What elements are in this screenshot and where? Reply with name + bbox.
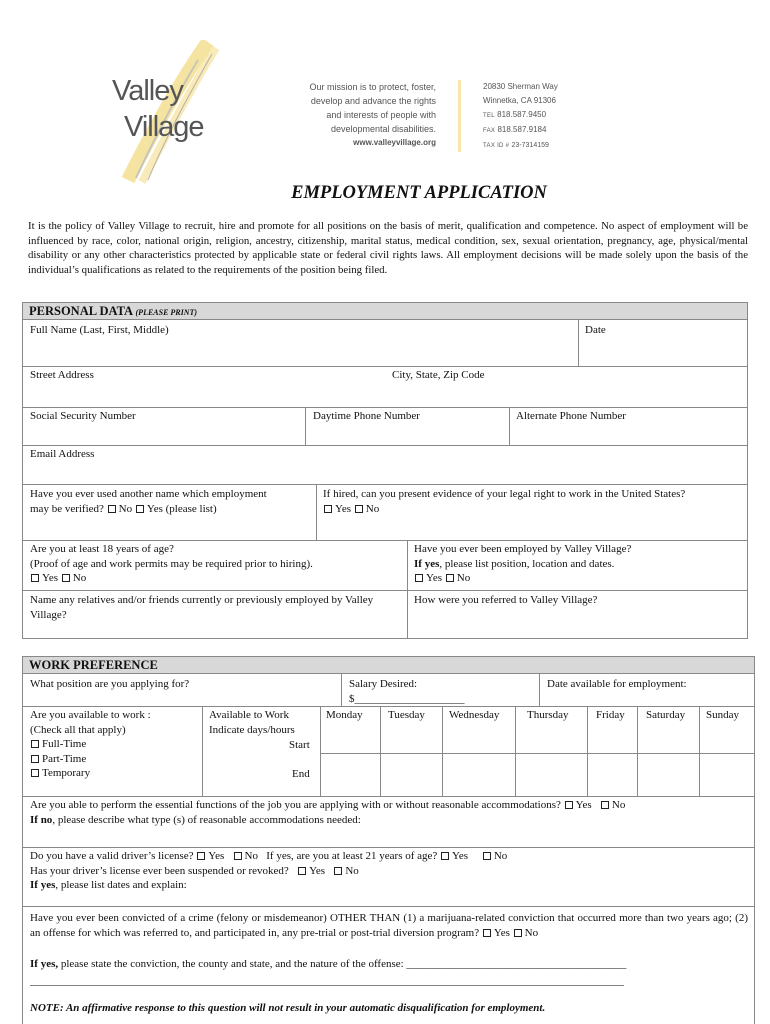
age-line2: (Proof of age and work permits may be required prior to hiring). <box>30 557 313 570</box>
taxid-value: 23-7314159 <box>511 142 549 149</box>
license-line1 <box>30 849 507 864</box>
fax-label: FAX <box>483 128 496 134</box>
legal-right-label: If hired, can you present evidence of your legal right to work in the United States? <box>323 488 686 500</box>
other-name-yes-checkbox[interactable] <box>136 505 144 513</box>
day-friday: Friday <box>596 709 625 721</box>
mission-line: develop and advance the rights <box>310 96 436 106</box>
employed-line1: Have you ever been employed by Valley Village? <box>414 543 632 555</box>
availability-options <box>30 708 151 781</box>
part-time-label: Part-Time <box>42 752 87 765</box>
if-yes-bold: If yes, <box>30 958 59 970</box>
salary-line: $____________________ <box>349 692 465 705</box>
logo-text-village: Village <box>124 111 204 143</box>
date-field[interactable]: Date <box>585 324 606 336</box>
conviction-detail-rest: please state the conviction, the county and state, and the nature of the offense: ________________________________________ <box>58 958 627 970</box>
taxid-line <box>483 138 603 153</box>
policy-paragraph: It is the policy of Valley Village to recruit, hire and promote for all positions on the basis of merit, qualification and competence. No aspect of employment will be influenced by race, color, national origin, religion, ancestry, citizenship, marital status, medical condition, sex, sexual orientation, pregnancy, age, physical/mental disability or any other characteristics protected by applicable state or federal civil rights laws. All employment decisions will be made solely upon the basis of the individual’s qualifications as related to the requirements of the position being filed. <box>28 220 748 276</box>
no-label: No <box>456 572 471 584</box>
tel-line <box>483 108 603 123</box>
avail-work-line2: Indicate days/hours <box>209 723 295 736</box>
temporary-label: Temporary <box>42 767 91 779</box>
yes-label: Yes <box>493 926 510 939</box>
taxid-label: TAX ID # <box>483 143 510 149</box>
day-thursday: Thursday <box>527 709 569 721</box>
daytime-phone-field[interactable]: Daytime Phone Number <box>313 410 420 422</box>
conviction-detail-line[interactable] <box>30 957 626 972</box>
suspended-label: Has your driver’s license ever been suspended or revoked? <box>30 864 289 877</box>
city-state-zip-field[interactable]: City, State, Zip Code <box>392 369 485 381</box>
available-to-work-label <box>209 708 295 737</box>
employed-line2 <box>414 557 631 572</box>
availability-line2: (Check all that apply) <box>30 723 126 736</box>
salary-field[interactable] <box>349 677 465 706</box>
employed-yes-checkbox[interactable] <box>415 574 423 582</box>
license-label: Do you have a valid driver’s license? <box>30 850 194 862</box>
email-field[interactable]: Email Address <box>30 448 95 460</box>
other-name-line2 <box>30 502 267 517</box>
legal-no-checkbox[interactable] <box>355 505 363 513</box>
employed-no-checkbox[interactable] <box>446 574 454 582</box>
license-age-yes-checkbox[interactable] <box>441 852 449 860</box>
day-saturday: Saturday <box>646 709 686 721</box>
yes-label: Yes <box>452 850 469 862</box>
conviction-question <box>30 911 748 940</box>
part-time-checkbox[interactable] <box>31 755 39 763</box>
tel-label: TEL <box>483 113 495 119</box>
employed-options <box>414 571 631 586</box>
temporary-checkbox[interactable] <box>31 769 39 777</box>
day-monday: Monday <box>326 709 363 721</box>
license-age-no-checkbox[interactable] <box>483 852 491 860</box>
no-label: No <box>72 572 87 584</box>
legal-right-options <box>323 502 685 517</box>
yes-label: Yes <box>42 572 59 584</box>
no-label: No <box>524 926 539 939</box>
license-age-label: If yes, are you at least 21 years of age? <box>266 850 438 862</box>
conviction-no-checkbox[interactable] <box>514 929 522 937</box>
day-sunday: Sunday <box>706 709 739 721</box>
end-label: End <box>292 768 310 780</box>
yes-label: Yes <box>208 850 225 862</box>
yes-label: Yes <box>426 572 443 584</box>
age-question <box>30 542 313 586</box>
essential-yes-checkbox[interactable] <box>565 801 573 809</box>
referred-field[interactable]: How were you referred to Valley Village? <box>414 594 598 606</box>
personal-data-title: PERSONAL DATA <box>29 304 133 318</box>
age-no-checkbox[interactable] <box>62 574 70 582</box>
mission-line: developmental disabilities. <box>330 124 436 134</box>
letterhead-divider <box>458 80 461 152</box>
position-field[interactable]: What position are you applying for? <box>30 678 190 690</box>
website-link[interactable]: www.valleyvillage.org <box>353 138 436 147</box>
work-preference-header: WORK PREFERENCE <box>22 656 755 674</box>
tel-value: 818.587.9450 <box>497 110 547 119</box>
temporary-option <box>30 766 151 781</box>
dates-rest: , please list dates and explain: <box>55 879 187 891</box>
other-name-question <box>30 487 267 516</box>
suspended-line <box>30 864 507 879</box>
if-yes-bold: If yes <box>414 557 440 570</box>
personal-data-table <box>22 319 748 639</box>
essential-label: Are you able to perform the essential functions of the job you are applying with or without reasonable accommodations? <box>30 799 561 811</box>
no-label: No <box>493 850 508 862</box>
street-address-field[interactable]: Street Address <box>30 369 94 381</box>
age-line1: Are you at least 18 years of age? <box>30 543 174 555</box>
other-name-line1: Have you ever used another name which employment <box>30 488 267 500</box>
no-label: No <box>244 850 258 862</box>
legal-yes-checkbox[interactable] <box>324 505 332 513</box>
yes-label: Yes <box>335 502 352 515</box>
full-time-label: Full-Time <box>42 738 87 750</box>
license-question <box>30 849 507 893</box>
no-label: No <box>118 502 133 515</box>
essential-line2 <box>30 813 625 828</box>
dates-line <box>30 878 507 893</box>
mission-line: and interests of people with <box>326 110 436 120</box>
essential-functions-question <box>30 798 625 827</box>
full-time-option <box>30 737 151 752</box>
conviction-label: Have you ever been convicted of a crime (felony or misdemeanor) OTHER THAN (1) a marijuana-related conviction that occurred more than two years ago; (2) an offense for which was referred to, and participated in, any pre-trial or post-trial diversion program? <box>30 912 748 939</box>
no-label: No <box>365 502 380 515</box>
yes-list-label: Yes (please list) <box>146 502 217 515</box>
availability-line1: Are you available to work : <box>30 709 151 721</box>
license-yes-checkbox[interactable] <box>197 852 205 860</box>
suspended-no-checkbox[interactable] <box>334 867 342 875</box>
yes-label: Yes <box>309 864 326 877</box>
page-title: EMPLOYMENT APPLICATION <box>291 183 547 203</box>
essential-no-checkbox[interactable] <box>601 801 609 809</box>
fax-line <box>483 123 603 138</box>
fax-value: 818.587.9184 <box>497 125 547 134</box>
contact-block <box>483 80 603 153</box>
legal-right-question <box>323 487 685 516</box>
license-no-checkbox[interactable] <box>234 852 242 860</box>
address-line1: 20830 Sherman Way <box>483 82 558 91</box>
essential-line2-rest: , please describe what type (s) of reasonable accommodations needed: <box>52 813 361 826</box>
yes-label: Yes <box>575 799 592 811</box>
logo-text-valley: Valley <box>112 75 183 107</box>
essential-line1 <box>30 798 625 813</box>
personal-data-header <box>22 302 748 320</box>
other-name-no-checkbox[interactable] <box>108 505 116 513</box>
alternate-phone-field[interactable]: Alternate Phone Number <box>516 410 626 422</box>
no-label: No <box>345 864 359 877</box>
affirmative-note: NOTE: An affirmative response to this question will not result in your automatic disqualification for employment. <box>30 1002 546 1014</box>
age-options <box>30 571 313 586</box>
full-time-checkbox[interactable] <box>31 740 39 748</box>
please-print-note: (PLEASE PRINT) <box>135 308 198 317</box>
mission-statement <box>270 80 436 150</box>
day-wednesday: Wednesday <box>449 709 500 721</box>
start-label: Start <box>289 739 310 751</box>
conviction-blank-line[interactable]: ____________________________________________________________________________________________________________ <box>30 975 624 987</box>
salary-label: Salary Desired: <box>349 678 418 690</box>
day-tuesday: Tuesday <box>388 709 425 721</box>
if-no-bold: If no <box>30 813 53 826</box>
ssn-field[interactable]: Social Security Number <box>30 410 136 422</box>
address-line2: Winnetka, CA 91306 <box>483 96 556 105</box>
mission-line: Our mission is to protect, foster, <box>309 82 436 92</box>
other-name-label: may be verified? <box>30 502 104 515</box>
full-name-field[interactable]: Full Name (Last, First, Middle) <box>30 324 169 336</box>
relatives-field[interactable]: Name any relatives and/or friends currently or previously employed by Valley Village? <box>30 594 374 621</box>
no-label: No <box>611 799 626 811</box>
employed-line2-rest: , please list position, location and dates. <box>439 557 615 570</box>
employed-before-question <box>414 542 631 586</box>
conviction-yes-checkbox[interactable] <box>483 929 491 937</box>
avail-work-line1: Available to Work <box>209 709 289 721</box>
if-yes-bold: If yes <box>30 879 56 891</box>
suspended-yes-checkbox[interactable] <box>298 867 306 875</box>
date-available-field[interactable]: Date available for employment: <box>547 678 687 690</box>
age-yes-checkbox[interactable] <box>31 574 39 582</box>
part-time-option <box>30 752 151 767</box>
